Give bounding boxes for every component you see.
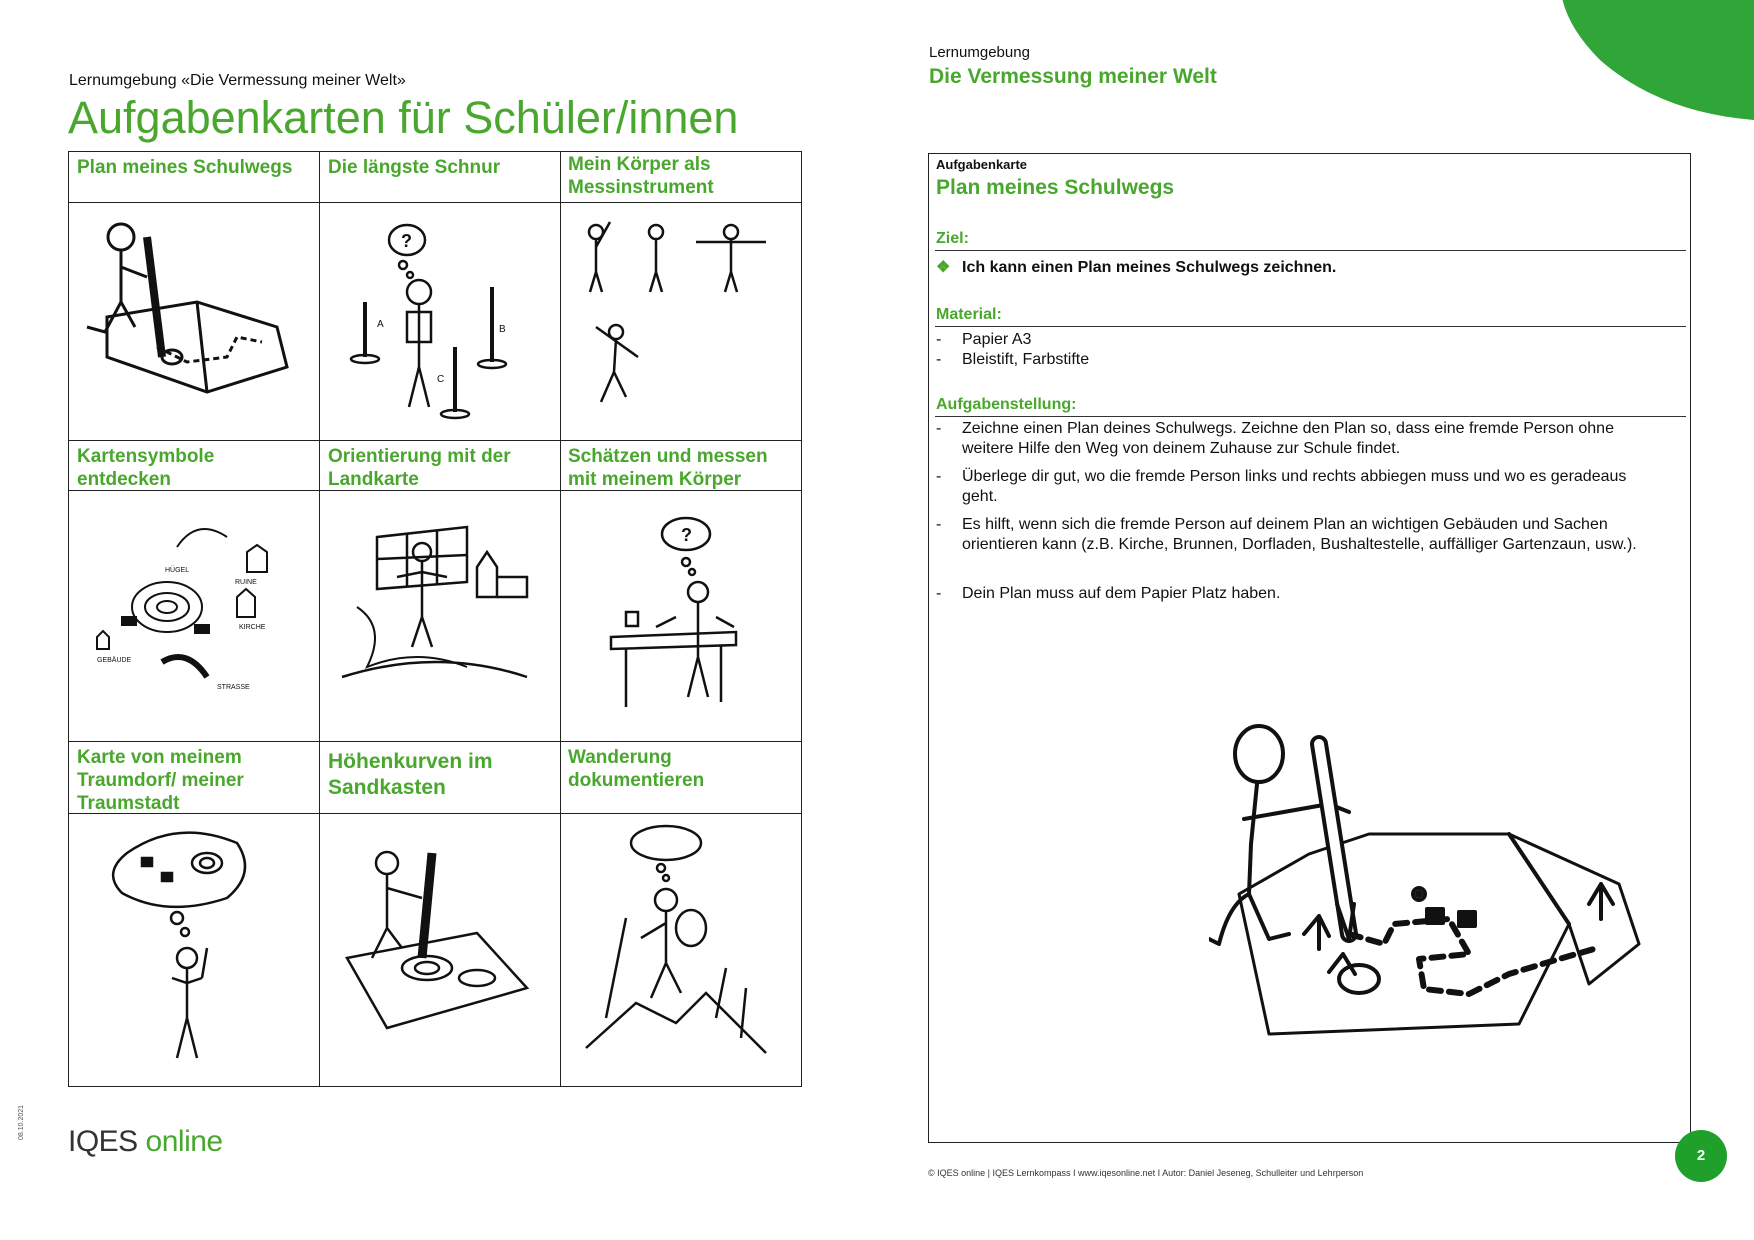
material-text-2: Bleistift, Farbstifte <box>962 351 1090 368</box>
card-label: Aufgabenkarte <box>936 157 1028 172</box>
map-symbols-illustration <box>77 497 313 737</box>
map-label-ruine: RUINE <box>235 579 257 586</box>
task-text-2: Überlege dir gut, wo die fremde Person links und rechts abbiegen muss und wo es geradeaus geht. <box>962 468 1627 505</box>
card-title-hoehenkurven[interactable]: Höhenkurven im Sandkasten <box>328 750 493 799</box>
dream-town-illustration <box>77 818 313 1083</box>
card-title-orientierung[interactable]: Orientierung mit der Landkarte <box>328 446 511 490</box>
right-page-title: Die Vermessung meiner Welt <box>929 65 1217 88</box>
hike-illustration <box>566 818 796 1083</box>
map-label-gebaeude: GEBÄUDE <box>97 657 132 664</box>
card-title-koerper-messinstrument[interactable]: Mein Körper als Messinstrument <box>568 154 714 198</box>
left-page-title: Aufgabenkarten für Schüler/innen <box>68 92 739 143</box>
height-label-a: A <box>377 319 384 330</box>
goal-label: Ziel: <box>936 230 969 247</box>
goal-bullet-icon: ❖ <box>936 259 951 276</box>
card-title: Plan meines Schulwegs <box>936 176 1175 199</box>
task-text-4: Dein Plan muss auf dem Papier Platz haben. <box>962 585 1281 602</box>
map-label-huegel: HÜGEL <box>165 567 190 574</box>
page-number-badge: 2 <box>1675 1130 1727 1182</box>
height-label-c: C <box>437 374 445 385</box>
schoolway-plan-illustration <box>1209 704 1649 1044</box>
task-card: Aufgabenkarte Plan meines Schulwegs Ziel: ❖ Ich kann einen Plan meines Schulwegs zeichnen. Material: - Papier A3 - Bleistift, Farbstifte Aufgabenstellung: - Zeichne einen Plan deines Schulwegs. Zeichne den Plan so, dass eine fremde Person ohne weitere Hilfe den Weg von deinem Zuhause zur Schule findet. - Überlege dir gut, wo die fremde Person links und rechts abbiegen muss und wo es geradeaus geht. - Es hilft, wenn sich die fremde Person auf deinem Plan an wichtigen Gebäuden und Sachen orientieren kann (z.B. Kirche, Brunnen, Dorfladen, Bushaltestelle, auffälliger Gartenzaun, usw.). - Dein Plan muss auf dem Papier Platz haben. <box>928 153 1691 1143</box>
longest-string-illustration <box>327 207 555 435</box>
material-label: Material: <box>936 306 1002 323</box>
page-footer: © IQES online | IQES Lernkompass I www.iqesonline.net I Autor: Daniel Jeseneg, Schulleiter und Lehrperson <box>928 1168 1364 1178</box>
left-subtitle: Lernumgebung «Die Vermessung meiner Welt» <box>69 72 406 89</box>
task-text-1: Zeichne einen Plan deines Schulwegs. Zeichne den Plan so, dass eine fremde Person ohne weitere Hilfe den Weg von deinem Zuhause zur Schule findet. <box>962 420 1614 457</box>
card-title-wanderung[interactable]: Wanderung dokumentieren <box>568 747 705 791</box>
logo-online-text: online <box>137 1125 223 1158</box>
card-title-schaetzen-messen[interactable]: Schätzen und messen mit meinem Körper <box>568 446 768 490</box>
material-text-1: Papier A3 <box>962 331 1032 348</box>
svg-text:?: ? <box>681 525 692 545</box>
map-label-kirche: KIRCHE <box>239 624 266 631</box>
task-text-3: Es hilft, wenn sich die fremde Person auf deinem Plan an wichtigen Gebäuden und Sachen orientieren kann (z.B. Kirche, Brunnen, Dorfladen, Bushaltestelle, auffälliger Gartenzaun, usw.). <box>962 516 1637 553</box>
iqes-logo <box>68 1125 223 1159</box>
logo-iqes-text: IQES <box>68 1125 138 1158</box>
schoolway-map-illustration <box>77 207 313 435</box>
estimate-measure-illustration <box>566 497 796 737</box>
card-title-schulweg[interactable]: Plan meines Schulwegs <box>77 157 293 178</box>
print-date: 08.10.2021 <box>18 1104 25 1140</box>
svg-text:?: ? <box>401 231 412 251</box>
height-label-b: B <box>499 324 506 335</box>
task-label: Aufgabenstellung: <box>936 396 1077 413</box>
card-title-traumdorf[interactable]: Karte von meinem Traumdorf/ meiner Traumstadt <box>77 747 244 814</box>
card-title-kartensymbole[interactable]: Kartensymbole entdecken <box>77 446 215 490</box>
body-measure-illustration <box>566 207 796 435</box>
contour-sandbox-illustration <box>327 818 555 1083</box>
map-label-strasse: STRASSE <box>217 684 250 691</box>
card-title-schnur[interactable]: Die längste Schnur <box>328 157 501 178</box>
orientation-map-illustration <box>327 497 555 737</box>
goal-text: Ich kann einen Plan meines Schulwegs zeichnen. <box>962 259 1337 276</box>
task-card-grid <box>68 151 802 1087</box>
right-subtitle: Lernumgebung <box>929 44 1030 61</box>
corner-decoration <box>1560 0 1754 120</box>
